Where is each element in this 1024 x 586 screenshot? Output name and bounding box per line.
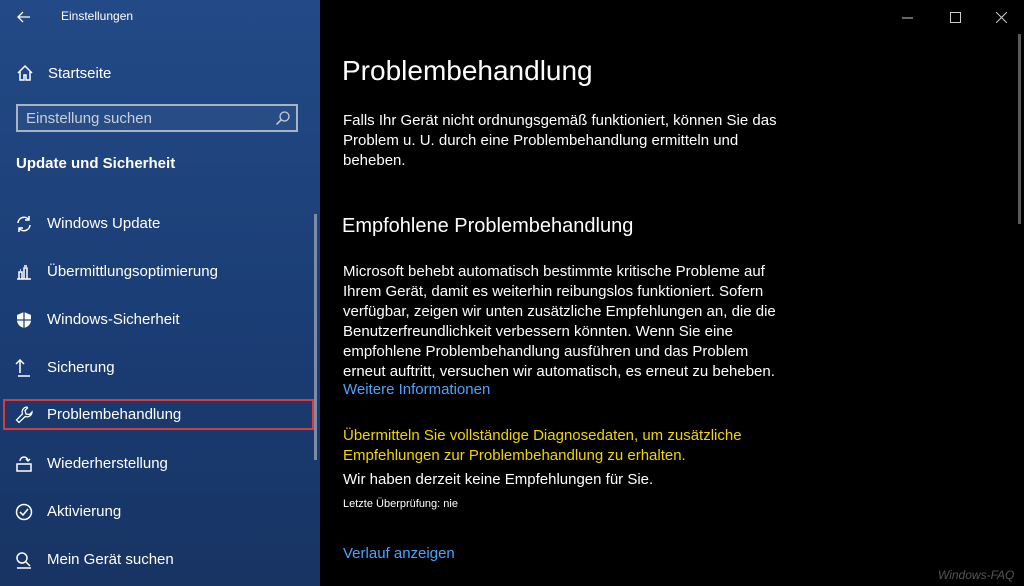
shield-icon [15,311,33,329]
sidebar-item-label: Problembehandlung [47,406,182,423]
sidebar-item-windows-update[interactable] [0,200,320,248]
sidebar-item-troubleshoot[interactable] [0,392,320,440]
sidebar-item-recovery[interactable] [0,440,320,488]
check-circle-icon [15,503,33,521]
sidebar-item-label: Windows Update [47,215,161,232]
view-history-link[interactable]: Verlauf anzeigen [343,545,455,562]
sidebar-item-label: Übermittlungsoptimierung [47,263,218,280]
sidebar-item-label: Aktivierung [47,503,122,520]
close-icon [996,12,1007,23]
wrench-icon [15,406,33,424]
maximize-icon [950,12,961,23]
section-title: Update und Sicherheit [16,155,176,172]
page-title: Problembehandlung [342,55,593,86]
sidebar-item-delivery-optimization[interactable] [0,248,320,296]
watermark: Windows-FAQ [938,568,1015,582]
no-recommendations-text: Wir haben derzeit keine Empfehlungen für Sie. [343,471,654,488]
maximize-button[interactable] [932,0,978,34]
last-check-text: Letzte Überprüfung: nie [343,498,458,510]
sidebar-item-label: Sicherung [47,359,115,376]
more-info-link[interactable]: Weitere Informationen [343,381,491,398]
minimize-icon [902,12,913,23]
title-bar [0,0,320,34]
back-button[interactable] [12,6,36,28]
sidebar [0,0,320,586]
sidebar-item-activation[interactable] [0,488,320,536]
sidebar-item-label: Wiederherstellung [47,455,168,472]
sync-icon [15,215,33,233]
intro-text: Falls Ihr Gerät nicht ordnungsgemäß funktioniert, können Sie das Problem u. U. durch eine Problembehandlung ermitteln und beheben. [343,112,777,169]
search-icon[interactable] [275,110,291,126]
close-button[interactable] [978,0,1024,34]
diagnostic-warning: Übermitteln Sie vollständige Diagnosedaten, um zusätzliche Empfehlungen zur Problembehandlung zu erhalten. [343,427,742,464]
recommended-text: Microsoft behebt automatisch bestimmte kritische Probleme auf Ihrem Gerät, damit es weiterhin reibungslos funktioniert. Sofern verfügbar, zeigen wir unten zusätzliche Empfehlungen an, die die Benutzerfreundlichkeit verbessern könnten. Wenn Sie eine empfohlene Problembehandlung ausführen und das Problem erneut auftritt, versuchen wir automatisch, es erneut zu beheben. [343,263,776,380]
sidebar-item-backup[interactable] [0,344,320,392]
home-label: Startseite [48,64,112,82]
sidebar-item-find-device[interactable] [0,536,320,584]
sidebar-item-label: Windows-Sicherheit [47,311,180,328]
app-title: Einstellungen [61,9,134,23]
search-input[interactable] [26,109,266,127]
main-content [320,0,1024,586]
backup-icon [15,359,33,377]
sidebar-item-windows-security[interactable] [0,296,320,344]
sidebar-item-label: Mein Gerät suchen [47,551,174,568]
delivery-optimization-icon [15,263,33,281]
find-device-icon [15,551,33,569]
search-box[interactable] [16,104,298,132]
recommended-heading: Empfohlene Problembehandlung [342,215,634,237]
recovery-icon [15,455,33,473]
back-arrow-icon [17,11,31,23]
content-scrollbar[interactable] [1018,34,1021,224]
sidebar-scrollbar[interactable] [314,214,317,460]
nav-list [0,200,320,584]
home-icon [16,64,34,82]
home-link[interactable] [16,60,111,86]
minimize-button[interactable] [884,0,930,34]
